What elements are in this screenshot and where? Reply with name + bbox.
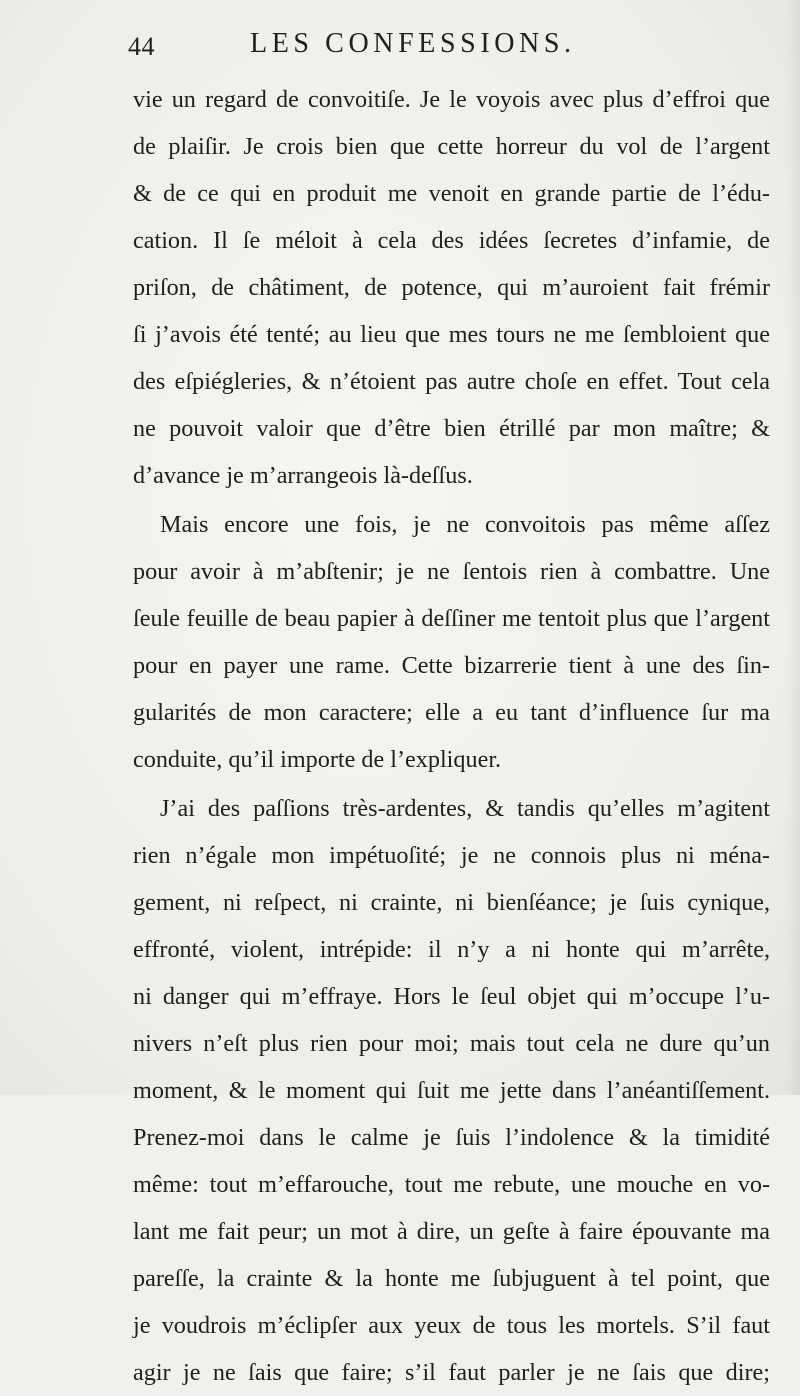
- text-line: Mais encore une fois, je ne convoitois pas même aſſez: [160, 511, 770, 538]
- page-header: [128, 28, 688, 68]
- text-line: je voudrois m’éclipſer aux yeux de tous les mortels. S’il faut: [133, 1312, 770, 1339]
- text-line: des eſpiégleries, & n’étoient pas autre choſe en effet. Tout cela: [133, 368, 770, 395]
- text-line: pour en payer une rame. Cette bizarrerie tient à une des ſin-: [133, 652, 770, 679]
- page-number: 44: [128, 32, 155, 61]
- text-line: rien n’égale mon impétuoſité; je ne connois plus ni ména-: [133, 842, 770, 869]
- text-line: pareſſe, la crainte & la honte me ſubjuguent à tel point, que: [133, 1265, 770, 1292]
- text-line: nivers n’eſt plus rien pour moi; mais tout cela ne dure qu’un: [133, 1030, 770, 1057]
- text-line: vie un regard de convoitiſe. Je le voyois avec plus d’effroi que: [133, 86, 770, 113]
- body-text: [133, 76, 773, 1396]
- text-line: J’ai des paſſions très-ardentes, & tandis qu’elles m’agitent: [160, 795, 770, 822]
- text-line: effronté, violent, intrépide: il n’y a ni honte qui m’arrête,: [133, 936, 770, 963]
- text-line: pour avoir à m’abſtenir; je ne ſentois rien à combattre. Une: [133, 558, 770, 585]
- running-title: LES CONFESSIONS.: [250, 28, 576, 59]
- page-edge-shadow: [786, 0, 800, 1095]
- text-line: priſon, de châtiment, de potence, qui m’auroient fait frémir: [133, 274, 770, 301]
- text-line: ſi j’avois été tenté; au lieu que mes tours ne me ſembloient que: [133, 321, 770, 348]
- text-line: de plaiſir. Je crois bien que cette horreur du vol de l’argent: [133, 133, 770, 160]
- text-line: conduite, qu’il importe de l’expliquer.: [133, 746, 502, 773]
- text-line: ſeule feuille de beau papier à deſſiner me tentoit plus que l’argent: [133, 605, 770, 632]
- text-line: cation. Il ſe méloit à cela des idées ſecretes d’infamie, de: [133, 227, 770, 254]
- text-line: Prenez-moi dans le calme je ſuis l’indolence & la timidité: [133, 1124, 770, 1151]
- text-line: & de ce qui en produit me venoit en grande partie de l’édu-: [133, 180, 770, 207]
- text-line: d’avance je m’arrangeois là-deſſus.: [133, 462, 473, 489]
- text-line: lant me fait peur; un mot à dire, un geſte à faire épouvante ma: [133, 1218, 770, 1245]
- text-line: moment, & le moment qui ſuit me jette dans l’anéantiſſement.: [133, 1077, 770, 1104]
- text-line: gement, ni reſpect, ni crainte, ni bienſéance; je ſuis cynique,: [133, 889, 770, 916]
- text-line: gularités de mon caractere; elle a eu tant d’influence ſur ma: [133, 699, 770, 726]
- text-line: même: tout m’effarouche, tout me rebute, une mouche en vo-: [133, 1171, 770, 1198]
- text-line: agir je ne ſais que faire; s’il faut parler je ne ſais que dire;: [133, 1359, 770, 1386]
- text-line: ni danger qui m’effraye. Hors le ſeul objet qui m’occupe l’u-: [133, 983, 770, 1010]
- text-line: ne pouvoit valoir que d’être bien étrillé par mon maître; &: [133, 415, 770, 442]
